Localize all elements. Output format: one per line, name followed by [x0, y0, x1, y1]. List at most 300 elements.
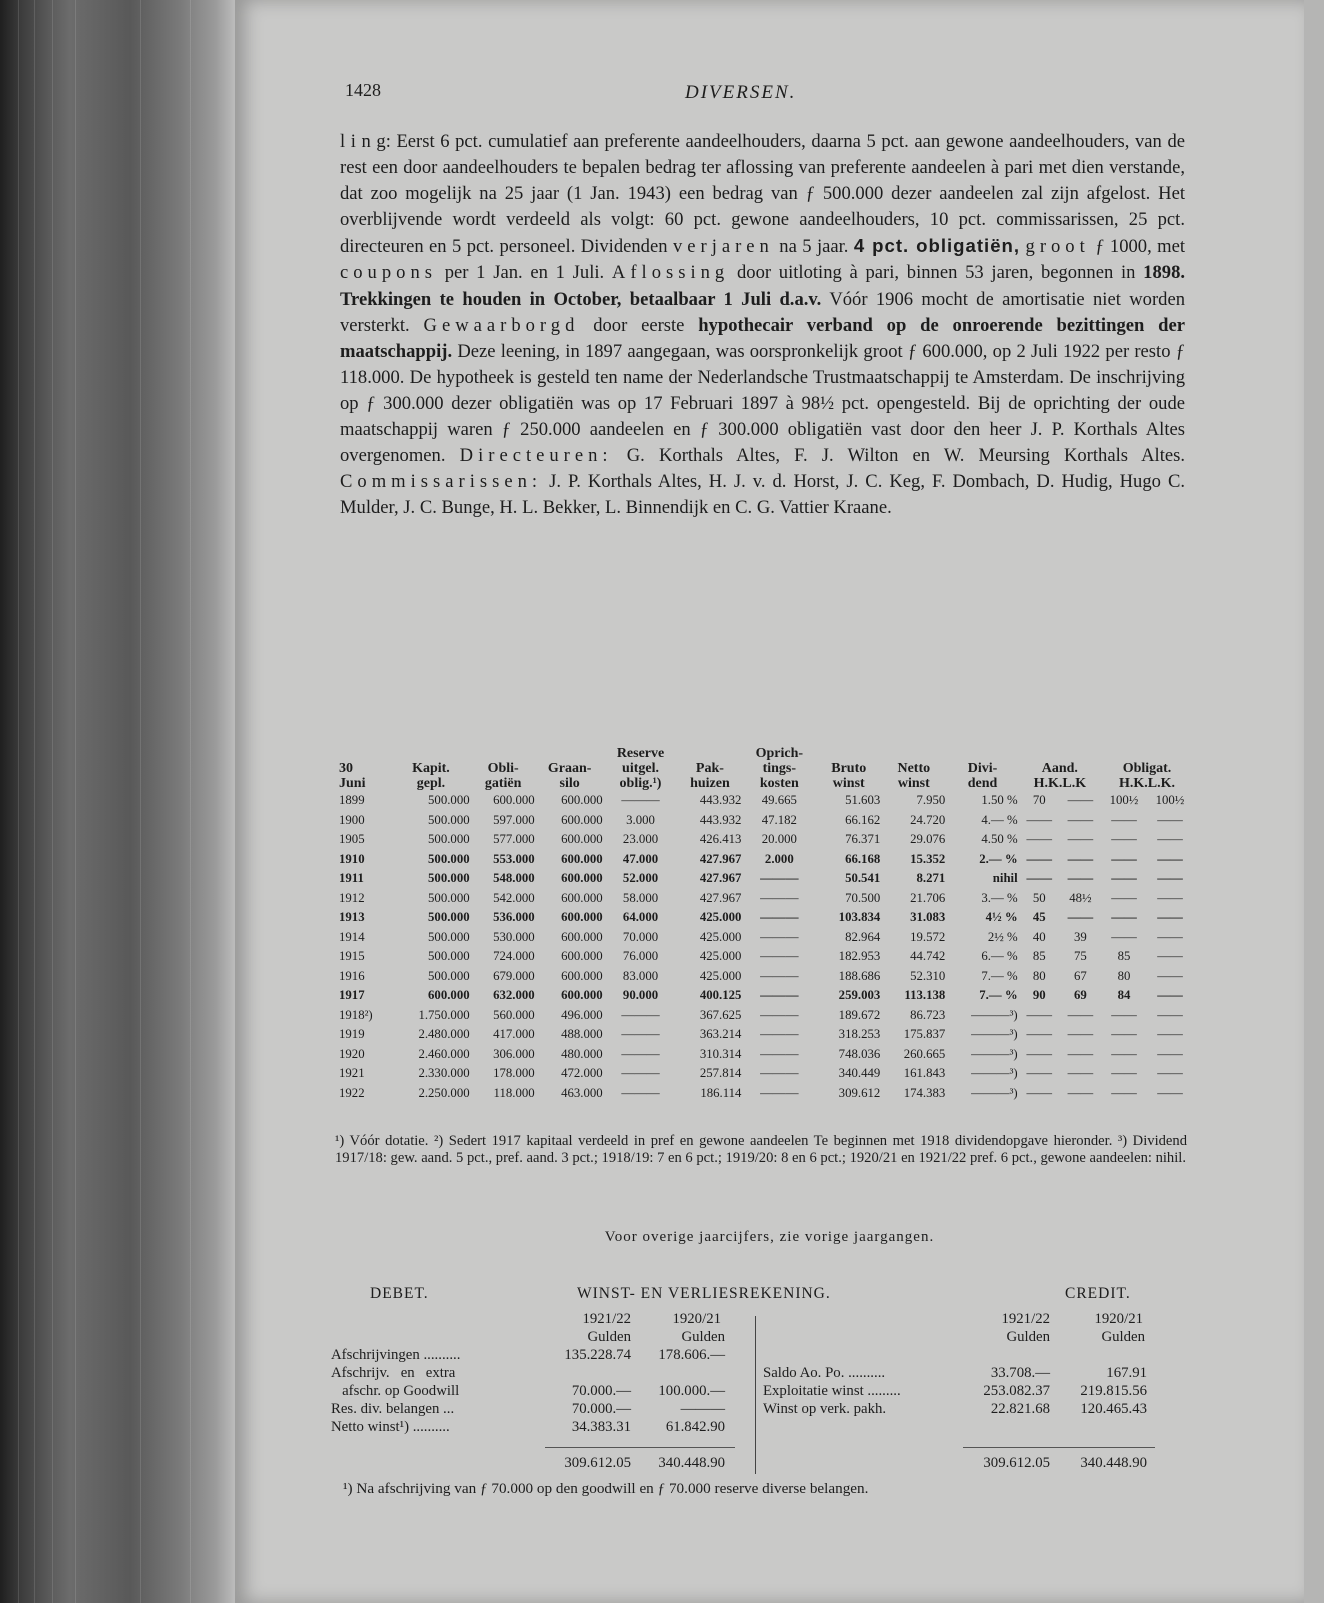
table-cell: 318.253 — [838, 1027, 881, 1042]
table-cell: 67 — [1074, 968, 1087, 983]
table-cell: ——— — [760, 929, 799, 944]
table-cell: —— — [1026, 1007, 1053, 1022]
table-cell: 2.480.000 — [418, 1027, 470, 1042]
table-row — [338, 791, 1193, 811]
year-b-heading: 1920/21 — [1094, 1311, 1143, 1327]
table-cell: ——— — [760, 871, 799, 886]
table-cell: 500.000 — [428, 812, 470, 827]
table-cell: 340.449 — [838, 1066, 881, 1081]
table-cell: 600.000 — [561, 871, 603, 886]
table-cell: 75 — [1074, 949, 1087, 964]
column-header: Aand. — [1041, 761, 1078, 776]
table-cell: 45 — [1032, 910, 1046, 925]
table-cell: 600.000 — [561, 890, 603, 905]
table-cell: 6.— % — [981, 949, 1018, 964]
table-cell: 7.— % — [981, 968, 1018, 983]
table-cell: ——— — [760, 1066, 799, 1081]
table-cell: 600.000 — [561, 968, 603, 983]
column-header: Obli- — [487, 761, 519, 776]
table-cell: 19.572 — [910, 929, 946, 944]
unit-heading: Gulden — [681, 1329, 725, 1345]
column-header: Obligat. — [1122, 761, 1172, 776]
table-cell: 500.000 — [428, 871, 470, 886]
table-cell: 427.967 — [699, 871, 742, 886]
table-cell: 47.000 — [622, 851, 659, 866]
table-cell: ——— — [760, 1027, 799, 1042]
credit-total-a: 309.612.05 — [983, 1455, 1050, 1471]
table-cell: 69 — [1074, 988, 1087, 1003]
debet-labels: Afschrijvingen .......... Afschrijv. en extra afschr. op Goodwill Res. div. belangen ... Netto winst¹) .......... — [331, 1347, 461, 1435]
table-cell: 400.125 — [699, 988, 742, 1003]
table-cell: —— — [1067, 851, 1094, 866]
column-header — [471, 746, 536, 761]
column-header: Juni — [339, 776, 366, 791]
table-cell: 23.000 — [622, 832, 659, 847]
column-header — [391, 746, 470, 761]
unit-heading: Gulden — [1006, 1329, 1050, 1345]
table-cell: 427.967 — [699, 890, 742, 905]
table-cell: 186.114 — [700, 1085, 742, 1100]
table-cell: 427.967 — [699, 851, 742, 866]
table-cell: ——— — [760, 988, 799, 1003]
column-header: Pak- — [695, 761, 724, 776]
table-cell: 306.000 — [493, 1046, 535, 1061]
table-cell: —— — [1157, 1085, 1183, 1100]
table-cell: 76.371 — [845, 832, 881, 847]
table-cell: 1.50 % — [981, 793, 1018, 808]
table-row — [338, 1045, 1193, 1065]
table-cell: 70.500 — [845, 890, 881, 905]
column-header: uitgel. — [622, 761, 659, 776]
table-cell: 90.000 — [622, 988, 659, 1003]
table-cell: 425.000 — [699, 968, 742, 983]
table-cell: 66.162 — [845, 812, 881, 827]
table-cell: —— — [1157, 968, 1183, 983]
table-cell: ———³) — [971, 1027, 1018, 1042]
bold-text: hypothecair verband op de onroerende bezittingen der maatschappij. — [340, 314, 1185, 362]
table-cell: —— — [1067, 1085, 1094, 1100]
column-header: H.K.L.K. — [1119, 776, 1176, 791]
table-cell: 259.003 — [838, 988, 881, 1003]
table-cell: 1912 — [339, 890, 365, 905]
table-cell: 600.000 — [561, 988, 603, 1003]
table-cell: —— — [1067, 812, 1094, 827]
table-cell: —— — [1157, 832, 1183, 847]
table-cell: —— — [1157, 812, 1183, 827]
debet-year-a-values: 135.228.74 70.000.— 70.000.— 34.383.31 — [564, 1347, 631, 1435]
table-cell: —— — [1111, 871, 1137, 886]
column-header: oblig.¹) — [619, 776, 662, 791]
table-cell: 86.723 — [910, 1007, 946, 1022]
table-cell: 4½ % — [985, 910, 1018, 925]
table-row — [338, 967, 1193, 987]
table-cell: 84 — [1117, 988, 1131, 1003]
table-cell: 118.000 — [493, 1085, 535, 1100]
financial-table — [338, 746, 1193, 1103]
table-cell: —— — [1026, 1085, 1053, 1100]
table-cell: 175.837 — [903, 1027, 946, 1042]
table-cell: —— — [1157, 910, 1183, 925]
credit-labels: Saldo Ao. Po. .......... Exploitatie winst ......... Winst op verk. pakh. — [763, 1365, 901, 1417]
table-cell: 496.000 — [561, 1007, 603, 1022]
table-cell: 724.000 — [493, 949, 535, 964]
table-cell: ——— — [621, 793, 660, 808]
table-cell: 47.182 — [761, 812, 797, 827]
table-cell: 100½ — [1155, 793, 1185, 808]
total-rule — [545, 1447, 735, 1448]
text-run: l i n g: Eerst 6 pct. cumulatief aan preferente aandeelhouders, daarna 5 pct. aan gewone aandeelhouders, van de rest een door aandeelhouders te bepalen bedrag ter aflossing van preferente aandeelen à pari met dien verstande, dat zoo mogelijk na 25 jaar (1 Jan. 1943) een bedrag van ƒ 500.000 dezer aandeelen zal zijn afgelost. Het overblijvende wordt verdeeld als volgt: 60 pct. gewone aandeelhouders, 10 pct. commissarissen, 25 pct. directeuren en 5 pct. personeel. Dividenden — [340, 131, 1185, 258]
table-cell: 1914 — [339, 929, 365, 944]
column-header: winst — [897, 776, 930, 791]
table-cell: 29.076 — [910, 832, 946, 847]
table-cell: 3.000 — [626, 812, 655, 827]
table-cell: 425.000 — [699, 949, 742, 964]
table-cell: —— — [1157, 929, 1183, 944]
column-header — [816, 746, 881, 761]
table-cell: 310.314 — [699, 1046, 742, 1061]
column-header — [1101, 746, 1193, 761]
total-rule — [963, 1447, 1155, 1448]
spaced-text: Directeuren: — [459, 445, 613, 467]
table-cell: 463.000 — [561, 1085, 603, 1100]
table-cell: 500.000 — [428, 929, 470, 944]
column-header — [1019, 746, 1101, 761]
table-cell: 3.— % — [981, 890, 1018, 905]
spaced-text: Commissarissen: — [340, 471, 543, 493]
table-cell: ———³) — [971, 1046, 1018, 1061]
table-cell: ——— — [621, 1085, 660, 1100]
table-cell: 1917 — [339, 988, 365, 1003]
table-cell: —— — [1067, 910, 1094, 925]
table-cell: —— — [1067, 1007, 1094, 1022]
table-cell: 15.352 — [910, 851, 946, 866]
table-row — [338, 986, 1193, 1006]
table-cell: ——— — [760, 890, 799, 905]
table-cell: 309.612 — [838, 1085, 881, 1100]
text-run: door eerste — [593, 314, 685, 336]
table-cell: 83.000 — [622, 968, 659, 983]
year-a-heading: 1921/22 — [1001, 1311, 1050, 1327]
table-cell: —— — [1157, 851, 1183, 866]
table-header-row — [338, 761, 1193, 776]
table-cell: 480.000 — [561, 1046, 603, 1061]
spaced-text: Gewaarborgd — [423, 314, 580, 336]
table-cell: 40 — [1032, 929, 1046, 944]
table-cell: 31.083 — [910, 910, 946, 925]
column-header: dend — [967, 776, 998, 791]
unit-heading: Gulden — [1101, 1329, 1145, 1345]
table-cell: 1913 — [339, 910, 365, 925]
text-run: G. Korthals Altes, F. J. Wilton en W. Meursing Korthals Altes. — [626, 445, 1185, 467]
table-cell: 8.271 — [916, 871, 946, 886]
table-cell: 178.000 — [493, 1066, 535, 1081]
table-cell: 500.000 — [428, 890, 470, 905]
table-cell: 1919 — [339, 1027, 365, 1042]
book-spine — [0, 0, 235, 1603]
table-cell: 7.950 — [916, 793, 946, 808]
column-header: Kapit. — [412, 761, 450, 776]
column-header — [338, 746, 391, 761]
text-run: ƒ 1000, met — [1095, 236, 1186, 258]
column-header — [946, 746, 1018, 761]
table-cell: —— — [1157, 1007, 1183, 1022]
table-cell: 1918²) — [339, 1007, 373, 1022]
table-cell: —— — [1111, 832, 1137, 847]
table-cell: 500.000 — [428, 910, 470, 925]
table-cell: 542.000 — [493, 890, 535, 905]
column-header: 30 — [339, 761, 353, 776]
table-cell: —— — [1026, 832, 1053, 847]
table-row — [338, 1025, 1193, 1045]
spaced-text: verjaren — [672, 236, 774, 258]
table-cell: 260.665 — [903, 1046, 946, 1061]
table-cell: 1915 — [339, 949, 365, 964]
bold-text: 1898. Trekkingen te houden in October, betaalbaar 1 Juli d.a.v. — [340, 262, 1186, 310]
table-cell: 548.000 — [493, 871, 535, 886]
table-cell: 189.672 — [838, 1007, 881, 1022]
table-cell: 536.000 — [493, 910, 535, 925]
year-a-heading: 1921/22 — [582, 1311, 631, 1327]
table-cell: —— — [1111, 1027, 1137, 1042]
table-cell: 188.686 — [838, 968, 881, 983]
table-cell: ——— — [760, 1046, 799, 1061]
table-cell: —— — [1026, 871, 1053, 886]
table-cell: —— — [1026, 1046, 1053, 1061]
book-page — [235, 0, 1304, 1603]
table-cell: —— — [1157, 1066, 1183, 1081]
table-cell: 64.000 — [622, 910, 659, 925]
table-cell: —— — [1157, 871, 1183, 886]
table-cell: 367.625 — [699, 1007, 742, 1022]
table-cell: ——— — [621, 1066, 660, 1081]
table-cell: 257.814 — [699, 1066, 742, 1081]
section-title: DIVERSEN. — [685, 82, 797, 103]
table-cell: 103.834 — [838, 910, 881, 925]
table-cell: 85 — [1117, 949, 1131, 964]
table-cell: —— — [1111, 812, 1137, 827]
table-cell: —— — [1111, 890, 1137, 905]
credit-total-b: 340.448.90 — [1080, 1455, 1147, 1471]
table-cell: —— — [1111, 929, 1137, 944]
table-cell: 7.— % — [979, 988, 1018, 1003]
table-cell: 577.000 — [493, 832, 535, 847]
table-cell: —— — [1111, 851, 1137, 866]
column-header: huizen — [690, 776, 730, 791]
table-cell: 21.706 — [910, 890, 946, 905]
table-cell: 80 — [1117, 968, 1131, 983]
table-cell: —— — [1067, 871, 1094, 886]
table-cell: 679.000 — [493, 968, 535, 983]
company-description — [340, 129, 1185, 521]
table-cell: 472.000 — [561, 1066, 603, 1081]
table-row — [338, 947, 1193, 967]
table-cell: 597.000 — [493, 812, 535, 827]
table-cell: 182.953 — [838, 949, 881, 964]
column-header: gepl. — [416, 776, 446, 791]
table-cell: 113.138 — [904, 988, 946, 1003]
table-cell: 100½ — [1109, 793, 1139, 808]
table-body — [338, 791, 1193, 1103]
table-cell: 500.000 — [428, 968, 470, 983]
table-cell: 82.964 — [845, 929, 881, 944]
table-cell: 24.720 — [910, 812, 946, 827]
table-cell: 600.000 — [561, 910, 603, 925]
table-cell: 4.50 % — [981, 832, 1018, 847]
table-cell: 1900 — [339, 812, 365, 827]
credit-heading: CREDIT. — [1065, 1285, 1131, 1302]
table-cell: 51.603 — [845, 793, 881, 808]
table-cell: 52.000 — [622, 871, 659, 886]
table-cell: 425.000 — [699, 929, 742, 944]
column-header — [536, 746, 604, 761]
column-header — [881, 746, 946, 761]
spaced-text: groot — [1025, 236, 1090, 258]
table-cell: 20.000 — [761, 832, 797, 847]
table-cell: 1899 — [339, 793, 365, 808]
table-cell: 1916 — [339, 968, 365, 983]
table-cell: 600.000 — [493, 793, 535, 808]
spaced-text: coupons — [340, 262, 437, 284]
column-header: gatiën — [484, 776, 522, 791]
column-header: Oprich- — [755, 746, 804, 761]
table-cell: —— — [1026, 812, 1053, 827]
credit-year-b-values: 167.91 219.815.56 120.465.43 — [1080, 1365, 1147, 1417]
running-header — [345, 80, 1244, 110]
text-run: Vóór 1906 mocht de amortisatie niet worden versterkt. — [340, 288, 1185, 336]
table-cell: 425.000 — [699, 910, 742, 925]
table-row — [338, 850, 1193, 870]
debet-total-a: 309.612.05 — [564, 1455, 631, 1471]
table-cell: 76.000 — [622, 949, 659, 964]
table-row — [338, 869, 1193, 889]
table-cell: 2.460.000 — [418, 1046, 470, 1061]
table-cell: ——— — [760, 949, 799, 964]
table-cell: —— — [1157, 1046, 1183, 1061]
page-number: 1428 — [345, 80, 381, 100]
table-cell: —— — [1111, 1085, 1137, 1100]
column-header: Divi- — [967, 761, 998, 776]
table-cell: 600.000 — [428, 988, 470, 1003]
table-cell: 600.000 — [561, 812, 603, 827]
spaced-text: Aflossing — [611, 262, 730, 284]
table-cell: —— — [1157, 1027, 1183, 1042]
table-cell: —— — [1026, 1027, 1053, 1042]
table-cell: ———³) — [971, 1007, 1018, 1022]
table-cell: ——— — [621, 1046, 660, 1061]
column-header: silo — [559, 776, 580, 791]
table-cell: ——— — [621, 1027, 660, 1042]
table-cell: 2.330.000 — [418, 1066, 470, 1081]
table-cell: 66.168 — [845, 851, 881, 866]
debet-year-b-values: 178.606.— 100.000.— ——— 61.842.90 — [658, 1347, 725, 1435]
table-cell: ——— — [760, 910, 799, 925]
table-cell: 85 — [1032, 949, 1046, 964]
table-cell: 560.000 — [493, 1007, 535, 1022]
table-cell: 500.000 — [428, 949, 470, 964]
table-row — [338, 928, 1193, 948]
text-run: per 1 Jan. en 1 Juli. — [444, 262, 605, 284]
table-cell: 2.— % — [979, 851, 1018, 866]
column-separator — [755, 1316, 756, 1474]
table-cell: 500.000 — [428, 832, 470, 847]
table-cell: —— — [1157, 890, 1183, 905]
column-header: Netto — [897, 761, 931, 776]
table-cell: 553.000 — [493, 851, 535, 866]
table-cell: 1.750.000 — [418, 1007, 470, 1022]
table-cell: 417.000 — [493, 1027, 535, 1042]
table-cell: 58.000 — [622, 890, 659, 905]
table-cell: —— — [1111, 910, 1137, 925]
table-cell: —— — [1157, 988, 1183, 1003]
table-cell: 1920 — [339, 1046, 365, 1061]
table-cell: 1905 — [339, 832, 365, 847]
table-cell: 600.000 — [561, 832, 603, 847]
table-cell: ——— — [760, 968, 799, 983]
column-header: kosten — [759, 776, 799, 791]
table-cell: —— — [1067, 832, 1094, 847]
table-cell: 488.000 — [561, 1027, 603, 1042]
table-cell: 443.932 — [699, 793, 742, 808]
table-cell: 174.383 — [903, 1085, 946, 1100]
table-cell: 600.000 — [561, 851, 603, 866]
table-row — [338, 889, 1193, 909]
description-paragraph — [340, 129, 1185, 521]
table-cell: 426.413 — [699, 832, 742, 847]
table-cell: 363.214 — [699, 1027, 742, 1042]
table-cell: 52.310 — [910, 968, 946, 983]
table-row — [338, 1006, 1193, 1026]
table-row — [338, 811, 1193, 831]
table-cell: —— — [1157, 949, 1183, 964]
table-cell: ———³) — [971, 1085, 1018, 1100]
table-cell: 748.036 — [838, 1046, 881, 1061]
table-cell: 600.000 — [561, 929, 603, 944]
table-cell: ——— — [760, 1085, 799, 1100]
table-cell: ——— — [621, 1007, 660, 1022]
text-run: na 5 jaar. — [779, 236, 849, 258]
table-cell: 80 — [1032, 968, 1046, 983]
table-cell: —— — [1111, 1007, 1137, 1022]
bond-heading: 4 pct. obligatiën, — [853, 235, 1021, 257]
table-cell: 1921 — [339, 1066, 365, 1081]
table-cell: 2½ % — [987, 929, 1018, 944]
table-cell: —— — [1067, 1066, 1094, 1081]
table-cell: —— — [1067, 1046, 1094, 1061]
table-cell: ——— — [760, 1007, 799, 1022]
column-header — [677, 746, 742, 761]
year-b-heading: 1920/21 — [672, 1311, 721, 1327]
table-header-row — [338, 776, 1193, 791]
debet-total-b: 340.448.90 — [658, 1455, 725, 1471]
table-cell: 50 — [1032, 890, 1046, 905]
table-cell: —— — [1026, 1066, 1053, 1081]
table-cell: 70 — [1032, 793, 1046, 808]
column-header: H.K.L.K — [1033, 776, 1087, 791]
table-header-row — [338, 746, 1193, 761]
column-header: Graan- — [547, 761, 592, 776]
table-row — [338, 1064, 1193, 1084]
remark: Voor overige jaarcijfers, zie vorige jaargangen. — [604, 1229, 935, 1245]
account-footnote: ¹) Na afschrijving van ƒ 70.000 op den goodwill en ƒ 70.000 reserve diverse belangen. — [343, 1480, 869, 1497]
table-cell: 2.000 — [764, 851, 794, 866]
column-header: tings- — [762, 761, 797, 776]
table-cell: 44.742 — [910, 949, 946, 964]
table-cell: 600.000 — [561, 949, 603, 964]
table-cell: 500.000 — [428, 851, 470, 866]
footnotes: ¹) Vóór dotatie. ²) Sedert 1917 kapitaal verdeeld in pref en gewone aandeelen Te beginnen met 1918 dividendopgave hieronder. ³) Dividend 1917/18: gew. aand. 5 pct., pref. aand. 3 pct.; 1918/19: 7 en 6 pct.; 1919/20: 8 en 6 pct.; 1920/21 en 1921/22 pref. 6 pct., gewone aandeelen: nihil. — [335, 1133, 1187, 1166]
table-cell: 1910 — [339, 851, 365, 866]
table-cell: 530.000 — [493, 929, 535, 944]
